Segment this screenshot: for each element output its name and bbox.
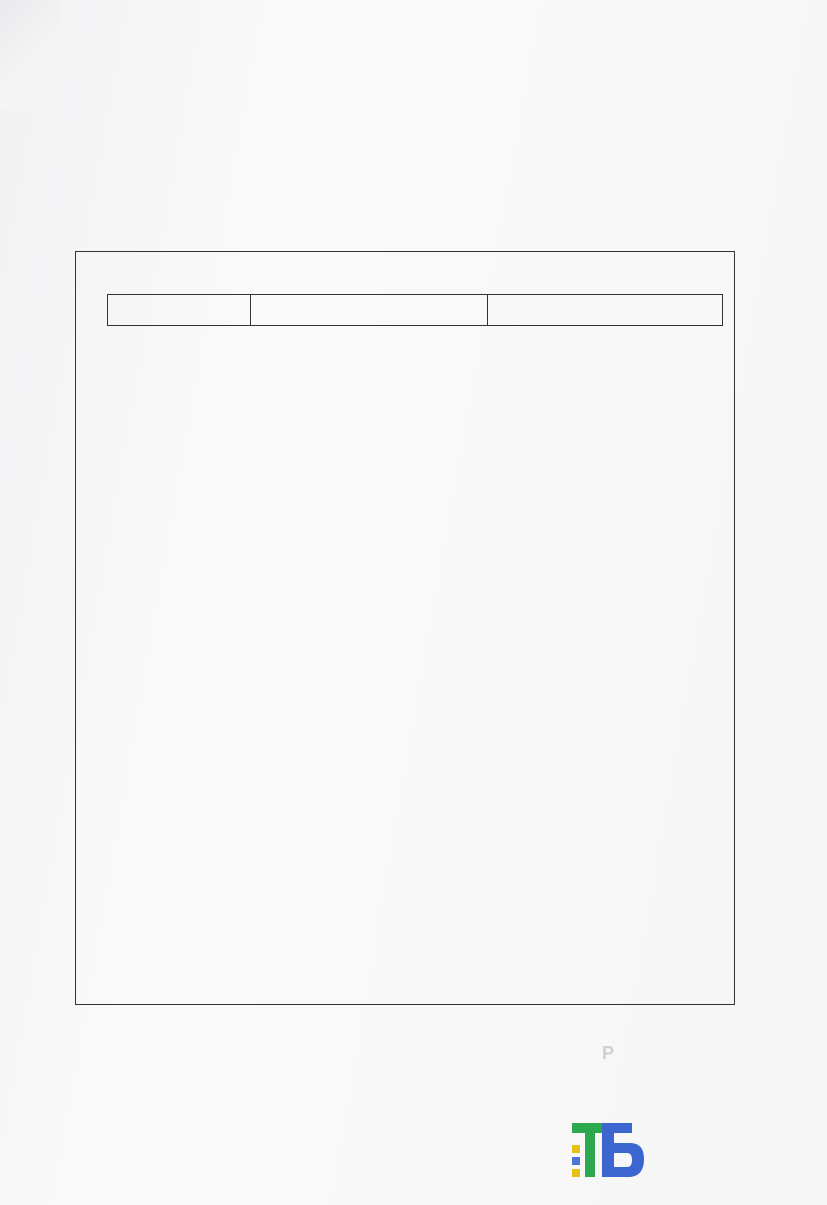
paper-fold-shadow [0, 0, 60, 110]
table-header-row [108, 295, 723, 326]
column-header-area [488, 295, 723, 326]
property-table [107, 294, 723, 326]
faint-stamp-mark: Р [602, 1043, 615, 1063]
watermark-tb-icon [572, 1123, 644, 1177]
section-title [75, 260, 735, 277]
column-header-objects [108, 295, 251, 326]
column-header-location [251, 295, 488, 326]
form-frame [75, 251, 735, 1005]
watermark-logo [572, 1103, 827, 1203]
